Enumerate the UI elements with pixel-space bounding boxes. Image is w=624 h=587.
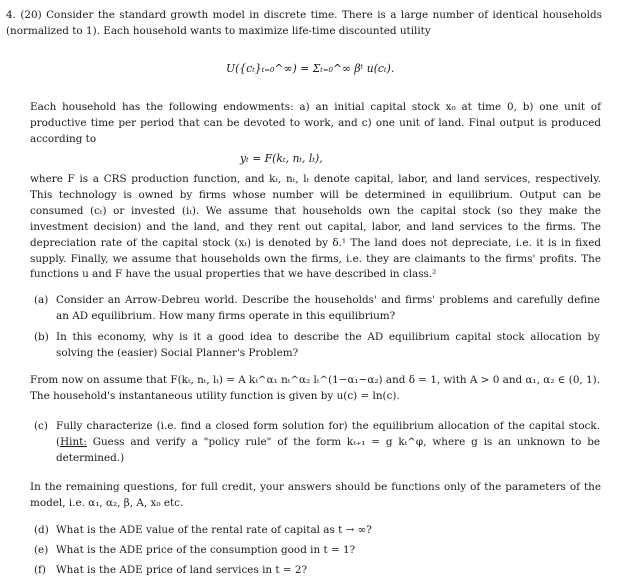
question-a-label: (a) [34, 294, 49, 306]
question-a-text: Consider an Arrow-Debreu world. Describe the households' and firms' problems and carefully define an AD equilibrium. How many firms operate in this equilibrium? [56, 294, 600, 322]
question-c-text-after: Guess and verify a "policy rule" of the form kₜ₊₁ = g kₜ^φ, where g is an unknown to be determined.) [56, 435, 600, 464]
question-e-label: (e) [34, 544, 49, 556]
remaining-note: In the remaining questions, for full credit, your answers should be functions only of the parameters of the model, i.e. α₁, α₂, β, A, x₀ etc. [30, 481, 601, 509]
question-e-text: What is the ADE price of the consumption good in t = 1? [56, 544, 356, 556]
question-d-text: What is the ADE value of the rental rate of capital as t → ∞? [56, 524, 372, 536]
endowments-paragraph: Each household has the following endowments: a) an initial capital stock x₀ at time 0, b) one unit of productive time per period that can be devoted to work, and c) one unit of land. Final output is produced according to [30, 101, 601, 145]
question-c-text: Fully characterize (i.e. find a closed form solution for) the equilibrium allocation of the capital stock. (Hint: Guess and verify a "policy rule" of the form kₜ₊₁ = g kₜ^φ, where g is an unknown to be determined.) [56, 420, 600, 464]
question-b-text: In this economy, why is it a good idea to describe the AD equilibrium capital stock allocation by solving the (easier) Social Planner's Problem? [56, 331, 600, 359]
assumption-line-1: From now on assume that F(kₜ, nₜ, lₜ) = A kₜ^α₁ nₜ^α₂ lₜ^(1−α₁−α₂) and δ = 1, with A > 0 and α₁, α₂ ∈ (0, 1). [30, 374, 600, 386]
problem-intro [6, 8, 602, 40]
problem-points: (20) [20, 9, 42, 21]
assumption-line-2: The household's instantaneous utility function is given by u(c) = ln(c). [30, 390, 400, 402]
question-f-label: (f) [34, 564, 46, 576]
question-b-label: (b) [34, 331, 49, 343]
question-f-text: What is the ADE price of land services in t = 2? [56, 564, 308, 576]
question-c-text-before: Fully characterize (i.e. find a closed form solution for) the equilibrium allocation of the capital stock. [56, 420, 600, 432]
production-equation: yₜ = F(kₜ, nₜ, lₜ), [240, 152, 323, 165]
problem-number: 4. [6, 9, 16, 21]
question-d-label: (d) [34, 524, 49, 536]
utility-equation: U({cₜ}ₜ₌₀^∞) = Σₜ₌₀^∞ βᵗ u(cₜ). [226, 62, 395, 75]
problem-intro-text: Consider the standard growth model in discrete time. There is a large number of identical households (normalized to 1). Each household wants to maximize life-time discounted utility [6, 9, 602, 37]
question-c-label: (c) [34, 420, 48, 432]
description-paragraph: where F is a CRS production function, and kₜ, nₜ, lₜ denote capital, labor, and land services, respectively. This technology is owned by firms whose number will be determined in equilibrium. Output can be consumed (cₜ) or invested (iₜ). We assume that households own the capital stock (so they make the investment decision) and the land, and they rent out capital, labor, and land services to the firms. The depreciation rate of the capital stock (xₜ) is denoted by δ.¹ The land does not depreciate, i.e. it is in fixed supply. Finally, we assume that households own the firms, i.e. they are claimants to the firms' profits. The functions u and F have the usual properties that we have described in class.² [30, 173, 601, 281]
question-c-hint: Hint: [60, 435, 87, 448]
